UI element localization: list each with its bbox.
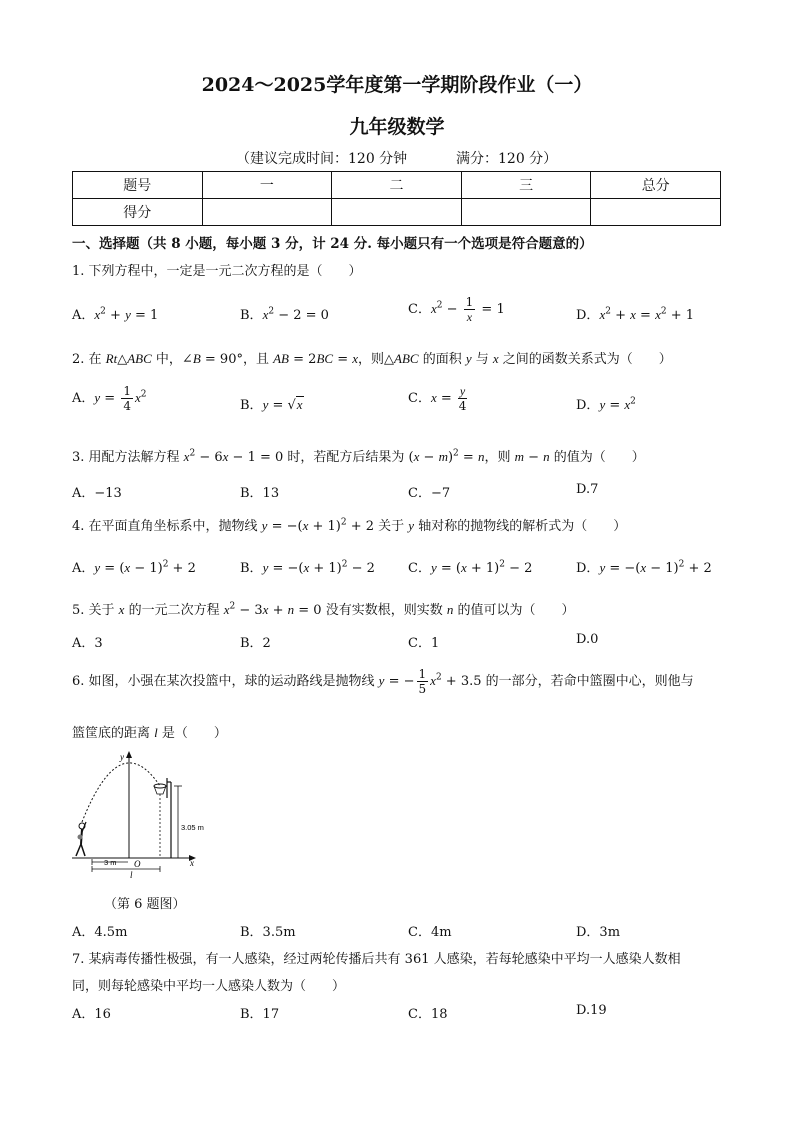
question-1-option-a: A．$x^2 + y = 1$: [72, 306, 159, 323]
exam-title: 2024～2025学年度第一学期阶段作业（一）: [201, 74, 593, 96]
score-table-score-row: [73, 199, 721, 226]
y-axis-arrow: [126, 751, 132, 758]
question-6-stem-line2: 篮筐底的距离 l 是（ ）: [72, 725, 227, 741]
question-2-option-a: A．y = $\frac{1}{4}$ $x^2$: [72, 384, 147, 413]
question-6-option-b: B．3.5m: [240, 925, 296, 940]
question-7-option-b: B．17: [240, 1007, 280, 1022]
figure-caption: （第 6 题图）: [104, 897, 186, 912]
question-7-option-a: A．16: [72, 1007, 111, 1022]
question-7-option-c: C．18: [408, 1007, 448, 1022]
question-1-option-b: B．$x^2 - 2 = 0$: [240, 306, 329, 323]
question-7-stem-line1: 7. 某病毒传播性极强，有一人感染，经过两轮传播后共有 361 人感染，若每轮感染中平均一人感染人数相: [72, 952, 681, 967]
question-3-option-c: C．−7: [408, 486, 451, 501]
dimension-l-label: l: [130, 870, 133, 880]
score-table-header-row: [73, 172, 721, 199]
question-7-stem-line2: 同，则每轮感染中平均一人感染人数为（ ）: [72, 979, 346, 994]
origin-label: O: [134, 859, 141, 869]
score-table-header: 题号: [73, 172, 203, 199]
question-4-option-b: B．$y = -(x + 1)^2 - 2$: [240, 559, 375, 576]
score-note: 满分：120 分）: [456, 151, 558, 167]
x-axis-label: x: [190, 858, 194, 868]
score-cell[interactable]: [332, 199, 462, 226]
question-5-option-a: A．3: [72, 636, 103, 651]
score-table: [72, 171, 721, 226]
score-row-label: 得分: [73, 199, 203, 226]
question-5-option-d: D.0: [576, 632, 599, 647]
question-2-option-b: B．y = √x: [240, 397, 303, 413]
y-axis-label: y: [120, 752, 124, 762]
question-6-stem: 6. 如图，小强在某次投篮中，球的运动路线是抛物线 y = − $\frac{1}{5}$ $x^2 + 3.5$ 的一部分，若命中篮圈中心，则他与: [72, 667, 694, 696]
score-table-header: 三: [461, 172, 591, 199]
ball-trajectory: [82, 763, 160, 822]
player-figure: [76, 822, 86, 856]
question-3-option-d: D.7: [576, 482, 599, 497]
question-5-stem: 5. 关于 x 的一元二次方程 $x^2 - 3x + n = 0$ 没有实数根，则实数 n 的值可以为（ ）: [72, 601, 575, 618]
height-label: 3.05 m: [181, 823, 204, 832]
basket-stand: [154, 778, 171, 858]
question-1-option-d: D．$x^2 + x = x^2 + 1$: [576, 306, 695, 323]
dimension-3m-label: 3 m: [104, 858, 117, 867]
question-2-option-d: D．$y = x^2$: [576, 396, 636, 413]
score-cell[interactable]: [202, 199, 332, 226]
question-2-option-c: C．x = $\frac{y}{4}$: [408, 384, 467, 413]
question-3-option-b: B．13: [240, 486, 280, 501]
question-4-option-c: C．$y = (x + 1)^2 - 2$: [408, 559, 533, 576]
question-6-option-c: C．4m: [408, 925, 452, 940]
score-cell[interactable]: [591, 199, 721, 226]
question-2-stem: 2. 在 Rt△ABC 中，∠B = 90°，且 AB = 2BC = x，则△ABC 的面积 y 与 x 之间的函数关系式为（ ）: [72, 351, 672, 367]
question-1-stem: 1. 下列方程中，一定是一元二次方程的是（ ）: [72, 264, 362, 279]
section-heading: 一、选择题（共 8 小题，每小题 3 分，计 24 分. 每小题只有一个选项是符合题意的）: [72, 236, 593, 252]
question-4-option-d: D．$y = -(x - 1)^2 + 2$: [576, 559, 712, 576]
score-table-header: 二: [332, 172, 462, 199]
score-table-header: 总分: [591, 172, 721, 199]
question-4-stem: 4. 在平面直角坐标系中，抛物线 $y = -(x + 1)^2 + 2$ 关于 y 轴对称的抛物线的解析式为（ ）: [72, 517, 627, 534]
time-note: （建议完成时间：120 分钟: [236, 151, 408, 167]
question-5-option-b: B．2: [240, 636, 271, 651]
question-6-option-a: A．4.5m: [72, 925, 128, 940]
question-7-option-d: D.19: [576, 1003, 607, 1018]
basketball-figure: [70, 748, 204, 880]
exam-subtitle: 九年级数学: [349, 116, 445, 138]
score-cell[interactable]: [461, 199, 591, 226]
question-5-option-c: C．1: [408, 636, 440, 651]
question-1-option-c: C．$x^2$ − $\frac{1}{x}$ = 1: [408, 295, 505, 324]
question-3-stem: 3. 用配方法解方程 $x^2 - 6x - 1 = 0$ 时，若配方后结果为 $(x - m)^2 = n$，则 m − n 的值为（ ）: [72, 448, 645, 465]
score-table-header: 一: [202, 172, 332, 199]
question-4-option-a: A．$y = (x - 1)^2 + 2$: [72, 559, 196, 576]
question-3-option-a: A．−13: [72, 486, 122, 501]
question-6-option-d: D．3m: [576, 925, 621, 940]
